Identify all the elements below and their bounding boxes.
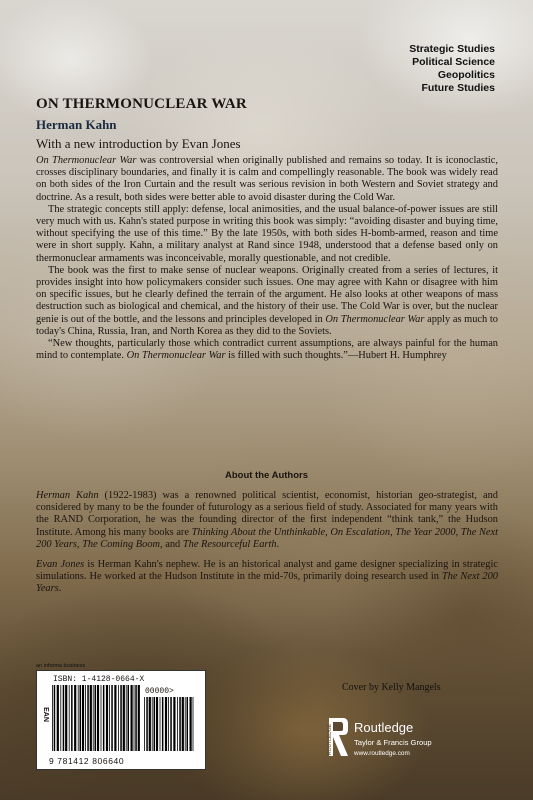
ean-label: EAN <box>41 707 49 722</box>
subject-item: Political Science <box>412 56 495 68</box>
book-author: Herman Kahn <box>36 117 117 132</box>
publisher-url: www.routledge.com <box>354 750 410 757</box>
barcode-addon-bars <box>143 697 195 751</box>
publisher-logo <box>326 716 476 764</box>
description-paragraph: The strategic concepts still apply: defense, local animosities, and the usual balance-of-power issues are still very much with us. Kahn's stated purpose in writing this book was simply: “avoiding disaster and buying time, without specifying the use of this time.” By the late 1950s, with both sides H-bomb-armed, reason and time were in short supply. Kahn, a military analyst at Rand since 1948, understood that a defense based only on thermonuclear armaments was inconceivable, morally questionable, and not credible. <box>36 203 498 264</box>
isbn-number: ISBN: 1-4128-0664-X <box>53 675 145 684</box>
publisher-name: Routledge <box>354 720 414 735</box>
subject-item: Future Studies <box>421 82 495 94</box>
routledge-logo-icon <box>326 716 350 760</box>
kahn-bio: Herman Kahn (1922-1983) was a renowned political scientist, economist, historian geo-strategist, and considered by many to be the founder of futurology as a serious field of study. Associated for many years with the RAND Corporation, he was the founding director of the first independent “think tank,” the Hudson Institute. Among his many books are Thinking About the Unthinkable, On Escalation, The Year 2000, The Next 200 Years, The Coming Boom, and The Resourceful Earth. <box>36 490 499 550</box>
book-title-italic: On Thermonuclear War <box>325 313 425 325</box>
quote-paragraph: “New thoughts, particularly those which contradict current assumptions, are always painful for the human mind to contemplate. On Thermonuclear War is filled with such thoughts.”—Hubert H. Humphrey <box>36 338 498 362</box>
subject-list <box>409 43 495 95</box>
subject-item: Geopolitics <box>437 69 495 81</box>
jones-bio: Evan Jones is Herman Kahn's nephew. He is an historical analyst and game designer specializing in strategic simulations. He worked at the Hudson Institute in the mid-70s, primarily doing research used in The Next 200 Years. <box>36 559 498 595</box>
informa-tagline: an informa business <box>36 663 86 669</box>
publisher-group: Taylor & Francis Group <box>354 738 432 747</box>
book-title: ON THERMONUCLEAR WAR <box>36 96 247 112</box>
barcode-bars <box>51 685 141 751</box>
svg-text:ROUTLEDGE: ROUTLEDGE <box>327 723 334 755</box>
subject-item: Strategic Studies <box>409 43 495 55</box>
cover-credit: Cover by Kelly Mangels <box>342 682 441 693</box>
barcode-digits: 9 781412 806640 <box>49 756 125 766</box>
isbn-barcode <box>36 670 206 770</box>
about-authors <box>36 490 498 604</box>
introduction-credit: With a new introduction by Evan Jones <box>36 136 241 151</box>
description <box>36 155 498 362</box>
book-title-italic: On Thermonuclear War <box>126 350 226 362</box>
about-authors-heading: About the Authors <box>224 470 309 481</box>
description-paragraph: On Thermonuclear War was controversial when originally published and remains so today. It is iconoclastic, crosses disciplinary boundaries, and finally it is calm and compellingly reasonable. The book was widely read on both sides of the Iron Curtain and the result was serious revision in both Western and Soviet strategy and doctrine. As a result, both sides were better able to avoid disaster during the Cold War. <box>36 155 499 203</box>
description-paragraph: The book was the first to make sense of nuclear weapons. Originally created from a series of lectures, it provides insight into how policymakers consider such issues. One may agree with Kahn or disagree with him on specific issues, but he clearly defined the terrain of the argument. He also looks at other weapons of mass destruction such as biological and chemical, and the history of their use. The Cold War is over, but the nuclear genie is out of the bottle, and the lessons and principles developed in On Thermonuclear War apply as much to today's China, Russia, Iran, and North Korea as they did to the Soviets. <box>36 264 498 337</box>
book-title-italic: On Thermonuclear War <box>36 155 137 166</box>
price-code: 00000> <box>145 687 174 696</box>
